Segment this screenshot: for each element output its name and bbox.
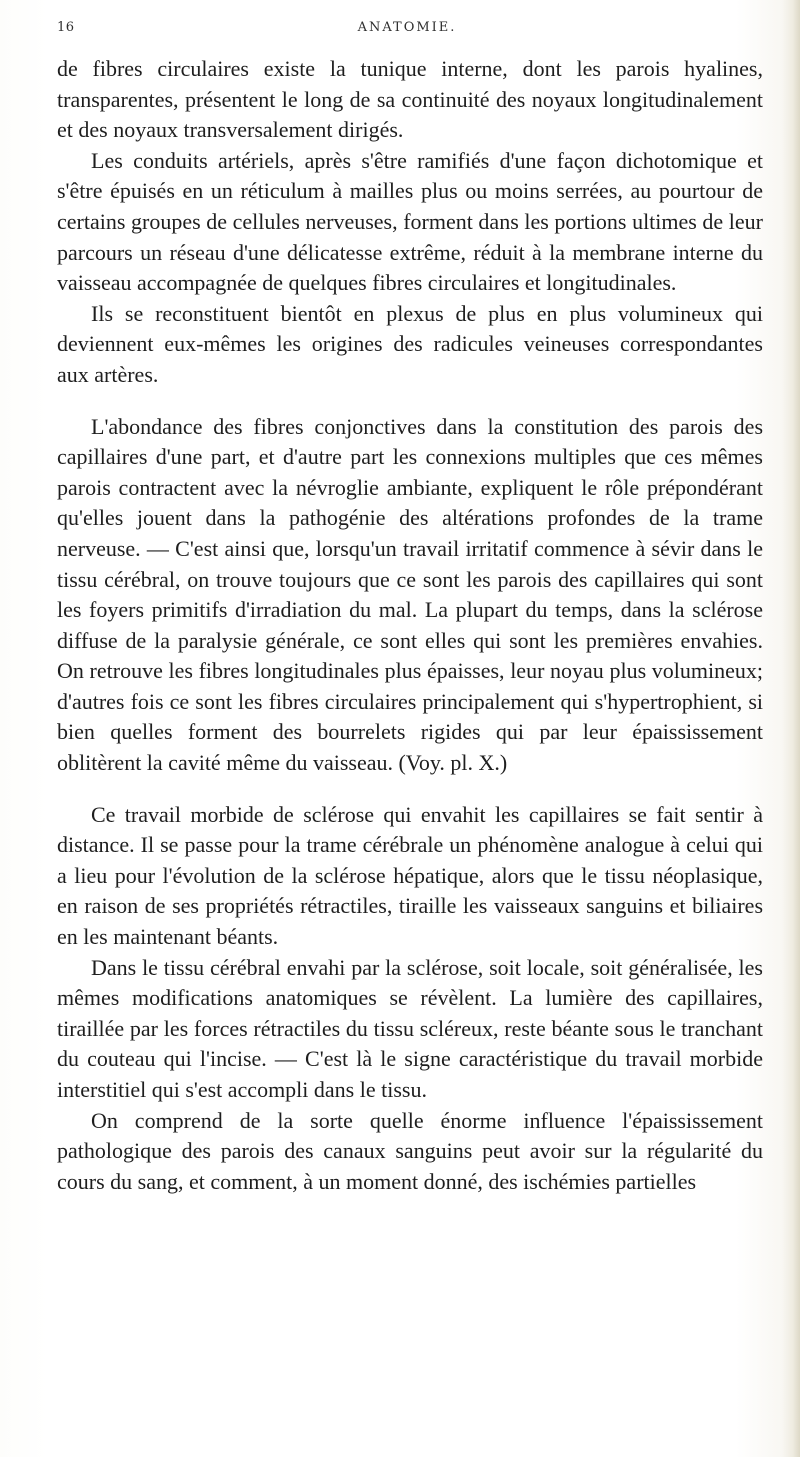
paragraph-morbid-sclerosis: Ce travail morbide de sclérose qui envahit les capillaires se fait sentir à distance. Il se passe pour la trame cérébrale un phénomène analogue à celui qui a lieu pour l'évolution de la sclérose hépatique, alors que le tissu néoplasique, en raison de ses propriétés rétractiles, tiraille les vaisseaux sanguins et biliaires en les maintenant béants. — [57, 801, 763, 950]
running-head: ANATOMIE. — [357, 20, 457, 35]
paragraph-influence: On comprend de la sorte quelle énorme influence l'épaississement pathologique des parois des canaux sanguins peut avoir sur la régularité du cours du sang, et comment, à un moment donné, des ischémies partielles — [57, 1107, 763, 1194]
paragraph-arterial-conduits: Les conduits artériels, après s'être ramifiés d'une façon dichotomique et s'être épuisés en un réticulum à mailles plus ou moins serrées, au pourtour de certains groupes de cellules nerveuses, forment dans les portions ultimes de leur parcours un réseau d'une délicatesse extrême, réduit à la membrane interne du vaisseau accompagnée de quelques fibres circulaires et longitudinales. — [57, 147, 763, 296]
page-header — [57, 12, 757, 42]
page-edge-shadow — [782, 0, 800, 1457]
body-text — [57, 54, 763, 1197]
paragraph-cerebral-tissue: Dans le tissu cérébral envahi par la sclérose, soit locale, soit généralisée, les mêmes modifications anatomiques se révèlent. La lumière des capillaires, tiraillée par les forces rétractiles du tissu scléreux, reste béante sous le tranchant du couteau qui l'incise. — C'est là le signe caractéristique du travail morbide interstitiel qui s'est accompli dans le tissu. — [57, 954, 763, 1102]
paragraph-plexus: Ils se reconstituent bientôt en plexus de plus en plus volumineux qui deviennent eux-mêmes les origines des radicules veineuses correspondantes aux artères. — [57, 300, 763, 387]
page-number: 16 — [57, 20, 75, 35]
paragraph-continuation: de fibres circulaires existe la tunique interne, dont les parois hyalines, transparentes, présentent le long de sa continuité des noyaux longitudinalement et des noyaux transversalement dirigés. — [57, 56, 763, 143]
paragraph-connective-fibres: L'abondance des fibres conjonctives dans la constitution des parois des capillaires d'une part, et d'autre part les connexions multiples que ces mêmes parois contractent avec la névroglie ambiante, expliquent le rôle prépondérant qu'elles jouent dans la pathogénie des altérations profondes de la trame nerveuse. — C'est ainsi que, lorsqu'un travail irritatif commence à sévir dans le tissu cérébral, on trouve toujours que ce sont les parois des capillaires qui sont les foyers primitifs d'irradiation du mal. La plupart du temps, dans la sclérose diffuse de la paralysie générale, ce sont elles qui sont les premières envahies. On retrouve les fibres longitudinales plus épaisses, leur noyau plus volumineux; d'autres fois ce sont les fibres circulaires principalement qui s'hypertrophient, si bien quelles forment des bourrelets rigides qui par leur épaississement oblitèrent la cavité même du vaisseau. (Voy. pl. X.) — [57, 413, 763, 776]
